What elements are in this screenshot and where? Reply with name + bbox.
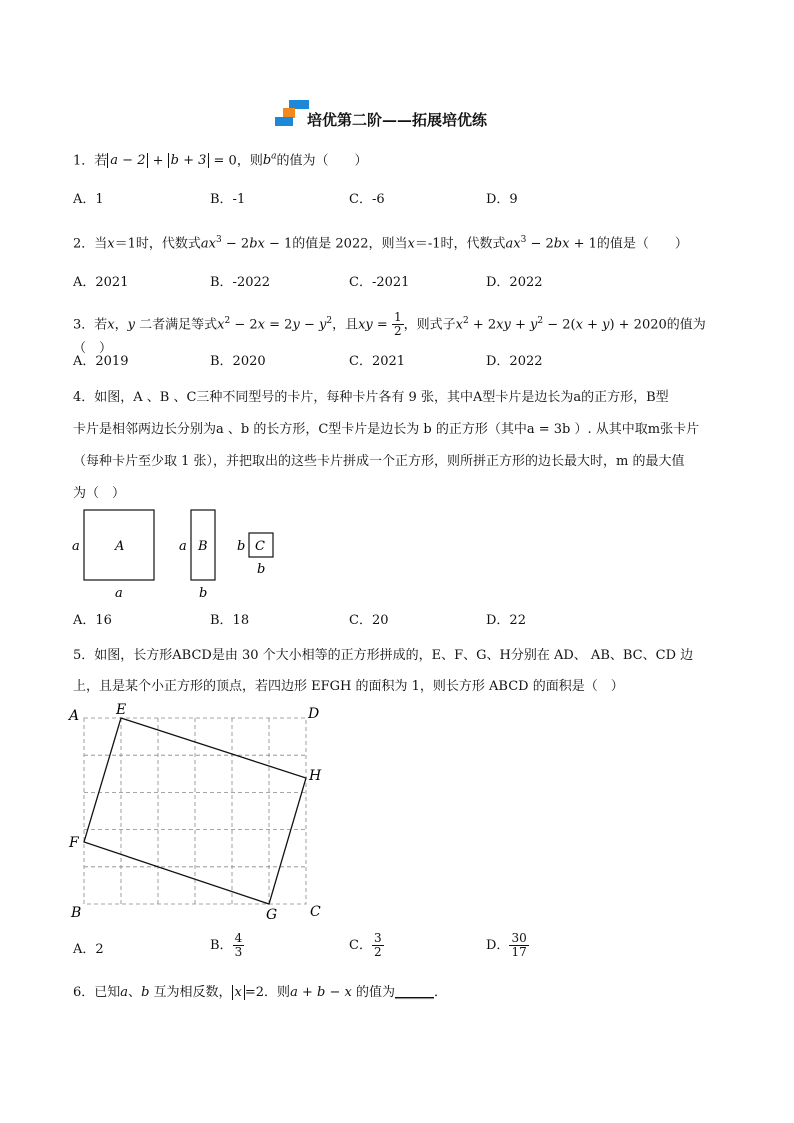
option-b[interactable]: B．-2022 — [210, 275, 271, 290]
vertex-a-label: A — [69, 708, 80, 724]
card-c-bottom-label: b — [257, 562, 266, 577]
card-c-side-label: b — [237, 539, 246, 554]
vertex-g-label: G — [266, 907, 278, 923]
option-c[interactable]: C．-6 — [349, 192, 385, 207]
card-b-bottom-label: b — [199, 586, 208, 600]
option-a[interactable]: A．16 — [73, 613, 112, 628]
answer-blank[interactable]: ______ — [395, 985, 434, 1000]
question-4: 4．如图，A 、B 、C三种不同型号的卡片，每种卡片各有 9 张，其中A型卡片是边长为a的正方形，B型 卡片是相邻两边长分别为a 、b 的长方形，C型卡片是边长为 b 的正方形（其中a = 3b ）. 从其中取m张卡片 （每种卡片至少取 1 张），并把取出的这些卡片拼成一个正方形，则所拼正方形的边长最大时，m 的最大值 为（ ） — [73, 390, 700, 501]
option-a[interactable]: A．2 — [73, 942, 104, 957]
vertex-b-label: B — [71, 905, 82, 921]
option-c[interactable]: C．2021 — [349, 354, 406, 369]
vertex-d-label: D — [308, 706, 320, 722]
option-b[interactable]: B．18 — [210, 613, 250, 628]
question-2-options — [73, 271, 723, 293]
option-d[interactable]: D．2022 — [486, 275, 543, 290]
option-a[interactable]: A．2019 — [73, 354, 129, 369]
option-d[interactable]: D． $\frac{30}{17}$ — [486, 931, 527, 959]
question-6: 6．已知a、b 互为相反数， x =2．则a + b − x 的值为______． — [73, 985, 448, 1000]
card-figure — [65, 505, 295, 600]
option-a[interactable]: A．1 — [73, 192, 104, 207]
card-b-label: B — [198, 539, 208, 554]
card-a-label: A — [115, 539, 125, 554]
vertex-e-label: E — [116, 702, 127, 718]
option-d[interactable]: D．2022 — [486, 354, 543, 369]
card-a-bottom-label: a — [115, 586, 123, 600]
question-1-options — [73, 188, 723, 210]
rectangle-grid-figure — [66, 700, 336, 925]
question-5-options — [73, 932, 723, 966]
option-a[interactable]: A．2021 — [73, 275, 129, 290]
option-d[interactable]: D．22 — [486, 613, 526, 628]
question-5: 5．如图，长方形ABCD是由 30 个大小相等的正方形拼成的，E、F、G、H分别在 AD、 AB、BC、CD 边 上，且是某个小正方形的顶点，若四边形 EFGH 的面积为 1，则长方形 ABCD 的面积是（ ） — [73, 648, 694, 694]
card-a-side-label: a — [72, 539, 80, 554]
question-1: 1．若 a − 2 + b + 3 = 0，则$b^a$的值为（ ） — [73, 152, 368, 169]
question-2: 2．当x＝1时，代数式$ax^3 - 2bx - 1$的值是 2022，则当x＝-1时，代数式$ax^3 - 2bx + 1$的值是（ ） — [73, 235, 688, 252]
question-3: 3．若x，y 二者满足等式$x^2 - 2x = 2y - y^2$，且xy = $\frac{1}{2}$ ，则式子$x^2 + 2xy + y^2 - 2(x + y) + 2020$的值为（ ） — [73, 310, 706, 357]
page-title: 培优第二阶——拓展培优练 — [306, 111, 487, 129]
option-c[interactable]: C． $\frac{3}{2}$ — [349, 931, 382, 959]
question-3-options — [73, 350, 723, 372]
option-c[interactable]: C．20 — [349, 613, 389, 628]
vertex-f-label: F — [69, 835, 79, 851]
vertex-h-label: H — [309, 768, 322, 784]
vertex-c-label: C — [310, 904, 321, 920]
card-b-side-label: a — [179, 539, 187, 554]
card-c-label: C — [255, 539, 265, 554]
option-c[interactable]: C．-2021 — [349, 275, 410, 290]
option-b[interactable]: B． $\frac{4}{3}$ — [210, 931, 243, 959]
option-b[interactable]: B．2020 — [210, 354, 266, 369]
option-b[interactable]: B．-1 — [210, 192, 246, 207]
question-4-options — [73, 609, 723, 631]
option-d[interactable]: D．9 — [486, 192, 518, 207]
